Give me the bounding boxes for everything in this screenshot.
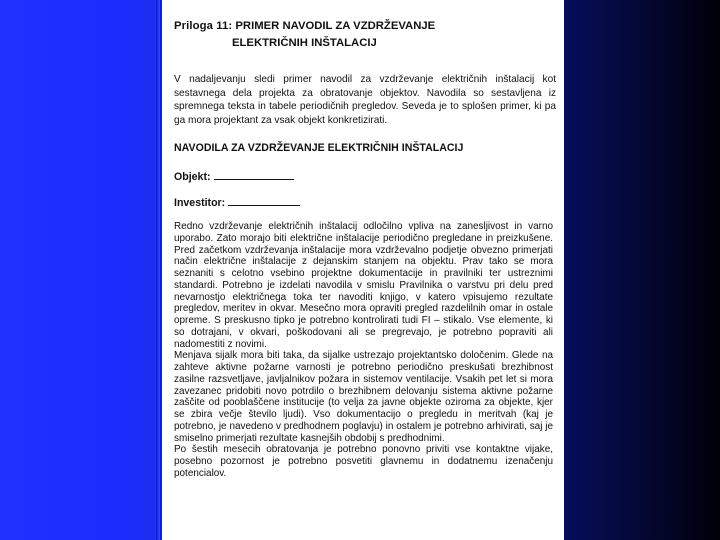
investor-field [174,196,300,209]
investor-label: Investitor: [174,197,226,209]
annex-title-line2: ELEKTRIČNIH INŠTALACIJ [232,37,377,49]
object-label: Objekt: [174,171,211,183]
investor-blank-line [228,196,300,206]
intro-paragraph: V nadaljevanju sledi primer navodil za vzdrževanje električnih inštalacij kot sestavnega dela projekta za obratovanje objektov. Navodila so sestavljena iz spremnega teksta in tabele periodičnih pregledov. Seveda je to splošen primer, ki pa ga mora projektant za vsak objekt konkretizirati. [174,74,556,126]
paragraph-3: Po šestih mesecih obratovanja je potrebno ponovno priviti vse kontaktne vijake, posebno pozornost je potrebno posvetiti glavnemu in dodatnemu izenačenju potencialov. [174,444,553,479]
annex-heading [174,18,556,52]
document-page [162,0,564,540]
object-blank-line [214,170,294,180]
annex-title-line1: PRIMER NAVODIL ZA VZDRŽEVANJE [235,20,436,32]
object-field [174,170,294,183]
section-title: NAVODILA ZA VZDRŽEVANJE ELEKTRIČNIH INŠTALACIJ [174,142,464,154]
paragraph-1: Redno vzdrževanje električnih inštalacij odločilno vpliva na zanesljivost in varno uporabo. Zato morajo biti električne inštalacije periodično pregledane in preizkušene. Pred začetkom vzdrževanja inštalacije mora vzdrževalno podjetje obvezno primerjati način električne inštalacije z dejanskim stanjem na objektu. Prav tako se mora seznaniti s celotno vsebino projektne dokumentacije in pravilniki ter ustreznimi standardi. Potrebno je izdelati navodila v smislu Pravilnika o varstvu pri delu pred nevarnostjo električnega toka ter navoditi knjigo, v katero vpisujemo rezultate pregledov, meritev in okvar. Mesečno mora opraviti pregled razdelilnih omar in ostale opreme. S preskusno tipko je potrebno kontrolirati tudi FI – stikalo. Vse elemente, ki so dotrajani, v okvari, poškodovani ali se pregrevajo, je potrebno popraviti ali nadomestiti z novimi. [174,221,553,350]
maintenance-text [174,221,553,480]
paragraph-2: Menjava sijalk mora biti taka, da sijalke ustrezajo projektantsko določenim. Glede na zahteve aktivne požarne varnosti je potrebno periodično preskušati brezhibnost zasilne razsvetljave, javljalnikov požara in sistemov ventilacije. Vsakih pet let si mora zavezanec pridobiti novo potrdilo o brezhibnem delovanju sistema aktivne požarne zaščite od pooblaščene institucije (to velja za javne objekte oziroma za objekte, kjer se zbira večje število ljudi). Vso dokumentacijo o pregledu in meritvah (kaj je potrebno, je navedeno v predhodnem poglavju) in ostalem je potrebno arhivirati, saj je smiselno primerjati rezultate kasnejših obdobij s predhodnimi. [174,350,553,444]
left-blue-stripe [0,0,160,540]
annex-label: Priloga 11: [174,20,233,32]
